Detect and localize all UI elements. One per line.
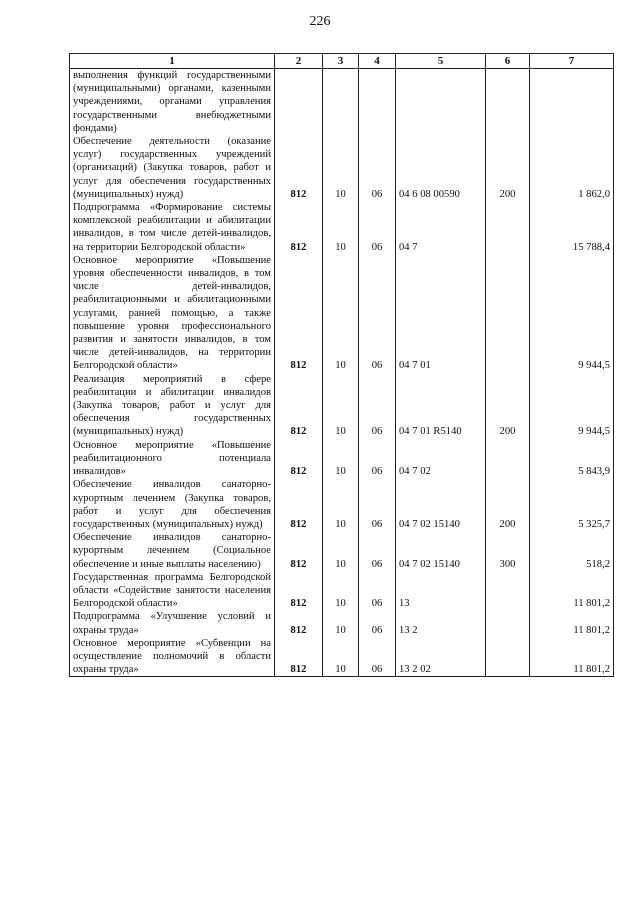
cell-expense-type [486,571,530,611]
cell-target-article: 04 7 02 15140 [396,478,486,531]
cell-subsection: 06 [359,637,396,677]
cell-sum: 11 801,2 [530,571,614,611]
cell-sum [530,69,614,136]
cell-section: 10 [323,135,359,201]
cell-sum: 518,2 [530,531,614,571]
table-row [70,478,614,531]
cell-subsection: 06 [359,531,396,571]
cell-name: Обеспечение инвалидов санаторно-курортным лечением (Социальное обеспечение и иные выплаты населению) [70,531,275,571]
cell-section: 10 [323,610,359,636]
table-row [70,439,614,479]
cell-sum: 15 788,4 [530,201,614,254]
cell-subsection: 06 [359,571,396,611]
cell-sum: 1 862,0 [530,135,614,201]
cell-section: 10 [323,637,359,677]
column-header-expense-type: 6 [486,54,530,69]
cell-section: 10 [323,478,359,531]
cell-subsection: 06 [359,254,396,373]
cell-sum: 9 944,5 [530,254,614,373]
column-header-section: 3 [323,54,359,69]
cell-sum: 9 944,5 [530,373,614,439]
budget-table [69,53,614,677]
cell-subsection: 06 [359,201,396,254]
cell-section: 10 [323,531,359,571]
cell-target-article [396,69,486,136]
cell-subsection: 06 [359,373,396,439]
cell-section: 10 [323,254,359,373]
cell-grbs: 812 [275,571,323,611]
cell-expense-type: 200 [486,373,530,439]
cell-grbs: 812 [275,637,323,677]
cell-grbs: 812 [275,531,323,571]
cell-name: Основное мероприятие «Повышение уровня обеспеченности инвалидов, в том числе детей-инвалидов, реабилитационными и абилитационными услугами, ранней помощью, а также повышение уровня профессионального развития и занятости инвалидов, в том числе детей-инвалидов, на территории Белгородской области» [70,254,275,373]
cell-name: выполнения функций государственными (муниципальными) органами, казенными учреждениями, органами управления государственными внебюджетными фондами) [70,69,275,136]
cell-name: Реализация мероприятий в сфере реабилитации и абилитации инвалидов (Закупка товаров, работ и услуг для обеспечения государственных (муниципальных) нужд) [70,373,275,439]
column-header-sum: 7 [530,54,614,69]
column-header-subsection: 4 [359,54,396,69]
cell-grbs: 812 [275,478,323,531]
cell-section: 10 [323,373,359,439]
cell-grbs: 812 [275,439,323,479]
cell-grbs: 812 [275,610,323,636]
cell-grbs: 812 [275,201,323,254]
table-row [70,610,614,636]
cell-grbs [275,69,323,136]
cell-subsection: 06 [359,478,396,531]
cell-expense-type [486,69,530,136]
cell-sum: 5 325,7 [530,478,614,531]
cell-expense-type [486,439,530,479]
cell-target-article: 04 7 02 15140 [396,531,486,571]
column-header-target-article: 5 [396,54,486,69]
cell-expense-type: 300 [486,531,530,571]
table-row [70,531,614,571]
cell-expense-type [486,254,530,373]
column-header-grbs: 2 [275,54,323,69]
cell-subsection [359,69,396,136]
cell-name: Подпрограмма «Улучшение условий и охраны труда» [70,610,275,636]
table-row [70,254,614,373]
cell-grbs: 812 [275,135,323,201]
cell-expense-type [486,610,530,636]
page-number: 226 [309,14,331,29]
cell-target-article: 04 7 01 [396,254,486,373]
cell-target-article: 04 6 08 00590 [396,135,486,201]
cell-name: Подпрограмма «Формирование системы комплексной реабилитации и абилитации инвалидов, в том числе детей-инвалидов, на территории Белгородской области» [70,201,275,254]
cell-target-article: 13 2 [396,610,486,636]
cell-name: Обеспечение деятельности (оказание услуг) государственных учреждений (организаций) (Закупка товаров, работ и услуг для обеспечения государственных (муниципальных) нужд) [70,135,275,201]
cell-grbs: 812 [275,254,323,373]
table-row [70,637,614,677]
table-row [70,571,614,611]
cell-subsection: 06 [359,439,396,479]
cell-target-article: 04 7 [396,201,486,254]
cell-name: Основное мероприятие «Повышение реабилитационного потенциала инвалидов» [70,439,275,479]
cell-sum: 11 801,2 [530,610,614,636]
cell-section: 10 [323,571,359,611]
cell-target-article: 13 [396,571,486,611]
cell-name: Государственная программа Белгородской области «Содействие занятости населения Белгородской области» [70,571,275,611]
table-row [70,69,614,136]
table-row [70,373,614,439]
cell-section: 10 [323,201,359,254]
cell-sum: 5 843,9 [530,439,614,479]
cell-name: Основное мероприятие «Субвенции на осуществление полномочий в области охраны труда» [70,637,275,677]
cell-section [323,69,359,136]
cell-name: Обеспечение инвалидов санаторно-курортным лечением (Закупка товаров, работ и услуг для обеспечения государственных (муниципальных) нужд) [70,478,275,531]
table-row [70,135,614,201]
cell-subsection: 06 [359,610,396,636]
cell-target-article: 13 2 02 [396,637,486,677]
cell-target-article: 04 7 02 [396,439,486,479]
cell-grbs: 812 [275,373,323,439]
table-row [70,201,614,254]
cell-target-article: 04 7 01 R5140 [396,373,486,439]
column-header-name: 1 [70,54,275,69]
cell-section: 10 [323,439,359,479]
cell-expense-type [486,201,530,254]
cell-subsection: 06 [359,135,396,201]
cell-sum: 11 801,2 [530,637,614,677]
cell-expense-type: 200 [486,478,530,531]
cell-expense-type: 200 [486,135,530,201]
cell-expense-type [486,637,530,677]
table-header-row [70,54,614,69]
